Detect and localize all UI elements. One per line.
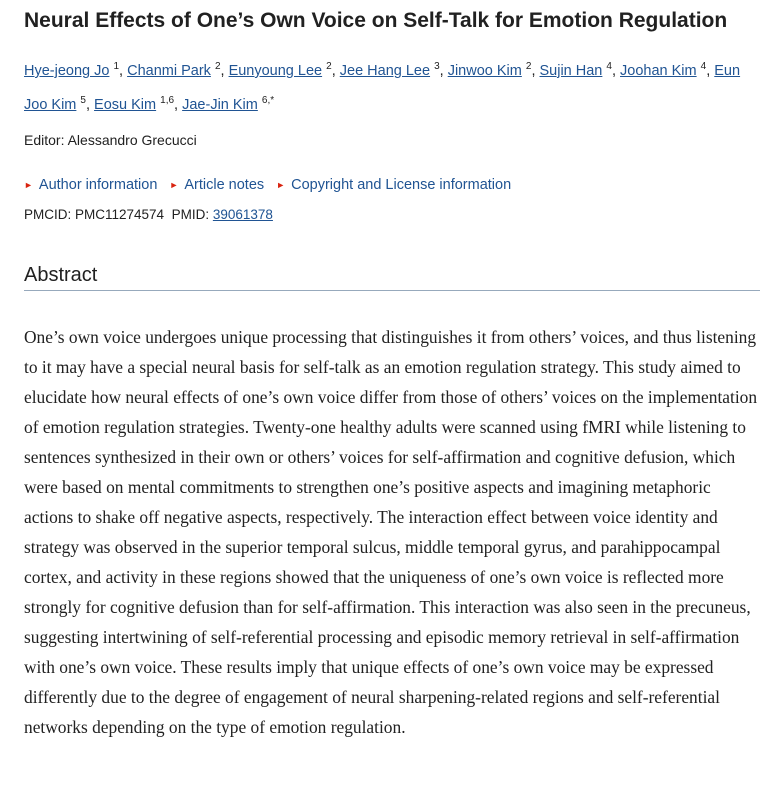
author-link[interactable]: Jee Hang Lee [339,62,431,79]
author-affiliation: 1 [113,61,120,72]
author-link[interactable]: Eosu Kim [94,96,157,113]
article-notes-label: Article notes [184,177,265,193]
author-affiliation: 2 [214,61,221,72]
author-information-toggle[interactable] [24,177,157,193]
article-notes-toggle[interactable] [169,177,264,193]
triangle-right-icon: ► [169,180,179,190]
pmid-link[interactable]: 39061378 [212,207,273,222]
author-link[interactable]: Eunyoung Lee [228,62,323,79]
author-affiliation: 3 [434,61,440,72]
author-affiliation: 6,* [261,94,275,106]
abstract-divider [24,290,760,291]
article-info-toggles [24,174,519,197]
editor-line: Editor: Alessandro Grecucci [24,132,197,148]
author-affiliation: 2 [525,61,532,72]
pmid-label: PMID: [171,207,210,222]
author-link[interactable]: Sujin Han [539,62,603,79]
author-information-label: Author information [38,177,158,193]
author-link[interactable]: Joohan Kim [620,62,697,79]
article-identifiers [24,204,273,226]
abstract-text: One’s own voice undergoes unique processing that distinguishes it from others’ voices, and thus listening to it may have a special neural basis for self-talk as an emotion regulation strategy. This study aimed to elucidate how neural effects of one’s own voice differ from those of others’ voices on the implementation of emotion regulation strategies. Twenty-one healthy adults were scanned using fMRI while listening to sentences synthesized in their own or others’ voices for self-affirmation and cognitive defusion, which were based on mental commitments to strengthen one’s positive aspects and imagining metaphoric actions to shake off negative aspects, respectively. The interaction effect between voice identity and strategy was observed in the superior temporal sulcus, middle temporal gyrus, and parahippocampal cortex, and activity in these regions showed that the uniqueness of one’s own voice is reflected more strongly for cognitive defusion than for self-affirmation. This interaction was also seen in the precuneus, suggesting intertwining of self-referential processing and episodic memory retrieval in self-affirmation with one’s own voice. These results imply that unique effects of one’s own voice may be expressed differently due to the degree of engagement of neural sharpening-related regions and self-referential networks depending on the type of emotion regulation. [24,327,758,737]
author-affiliation: 4 [700,61,707,72]
triangle-right-icon: ► [276,180,286,190]
author-affiliation: 5 [80,94,86,106]
author-link[interactable]: Hye-jeong Jo [24,62,110,79]
author-link[interactable]: Chanmi Park [127,62,211,79]
copyright-license-label: Copyright and License information [291,177,512,193]
triangle-right-icon: ► [24,180,33,190]
abstract-heading: Abstract [24,264,98,286]
author-affiliation: 4 [606,61,612,72]
author-affiliation: 1,6 [160,94,175,106]
copyright-license-toggle[interactable] [276,177,511,193]
article-title: Neural Effects of One’s Own Voice on Self-Talk for Emotion Regulation [24,9,728,32]
author-link[interactable]: Jae-Jin Kim [182,96,258,113]
author-link[interactable]: Eun Joo Kim [24,62,741,113]
author-affiliation: 2 [326,61,332,72]
author-list: Hye-jeong Jo $^1$, Chanmi Park $^2$, Eunyoung Lee $^2$, Jee Hang Lee $^3$, Jinwoo Kim $^2$, Sujin Han $^4$, Joohan Kim $^4$, Eun Joo Kim $^5$, Eosu Kim $^{1,6}$, Jae-Jin Kim $^{6,*}$ [24,61,741,113]
author-link[interactable]: Jinwoo Kim [447,62,522,79]
pmcid: PMCID: PMC11274574 [24,207,165,222]
